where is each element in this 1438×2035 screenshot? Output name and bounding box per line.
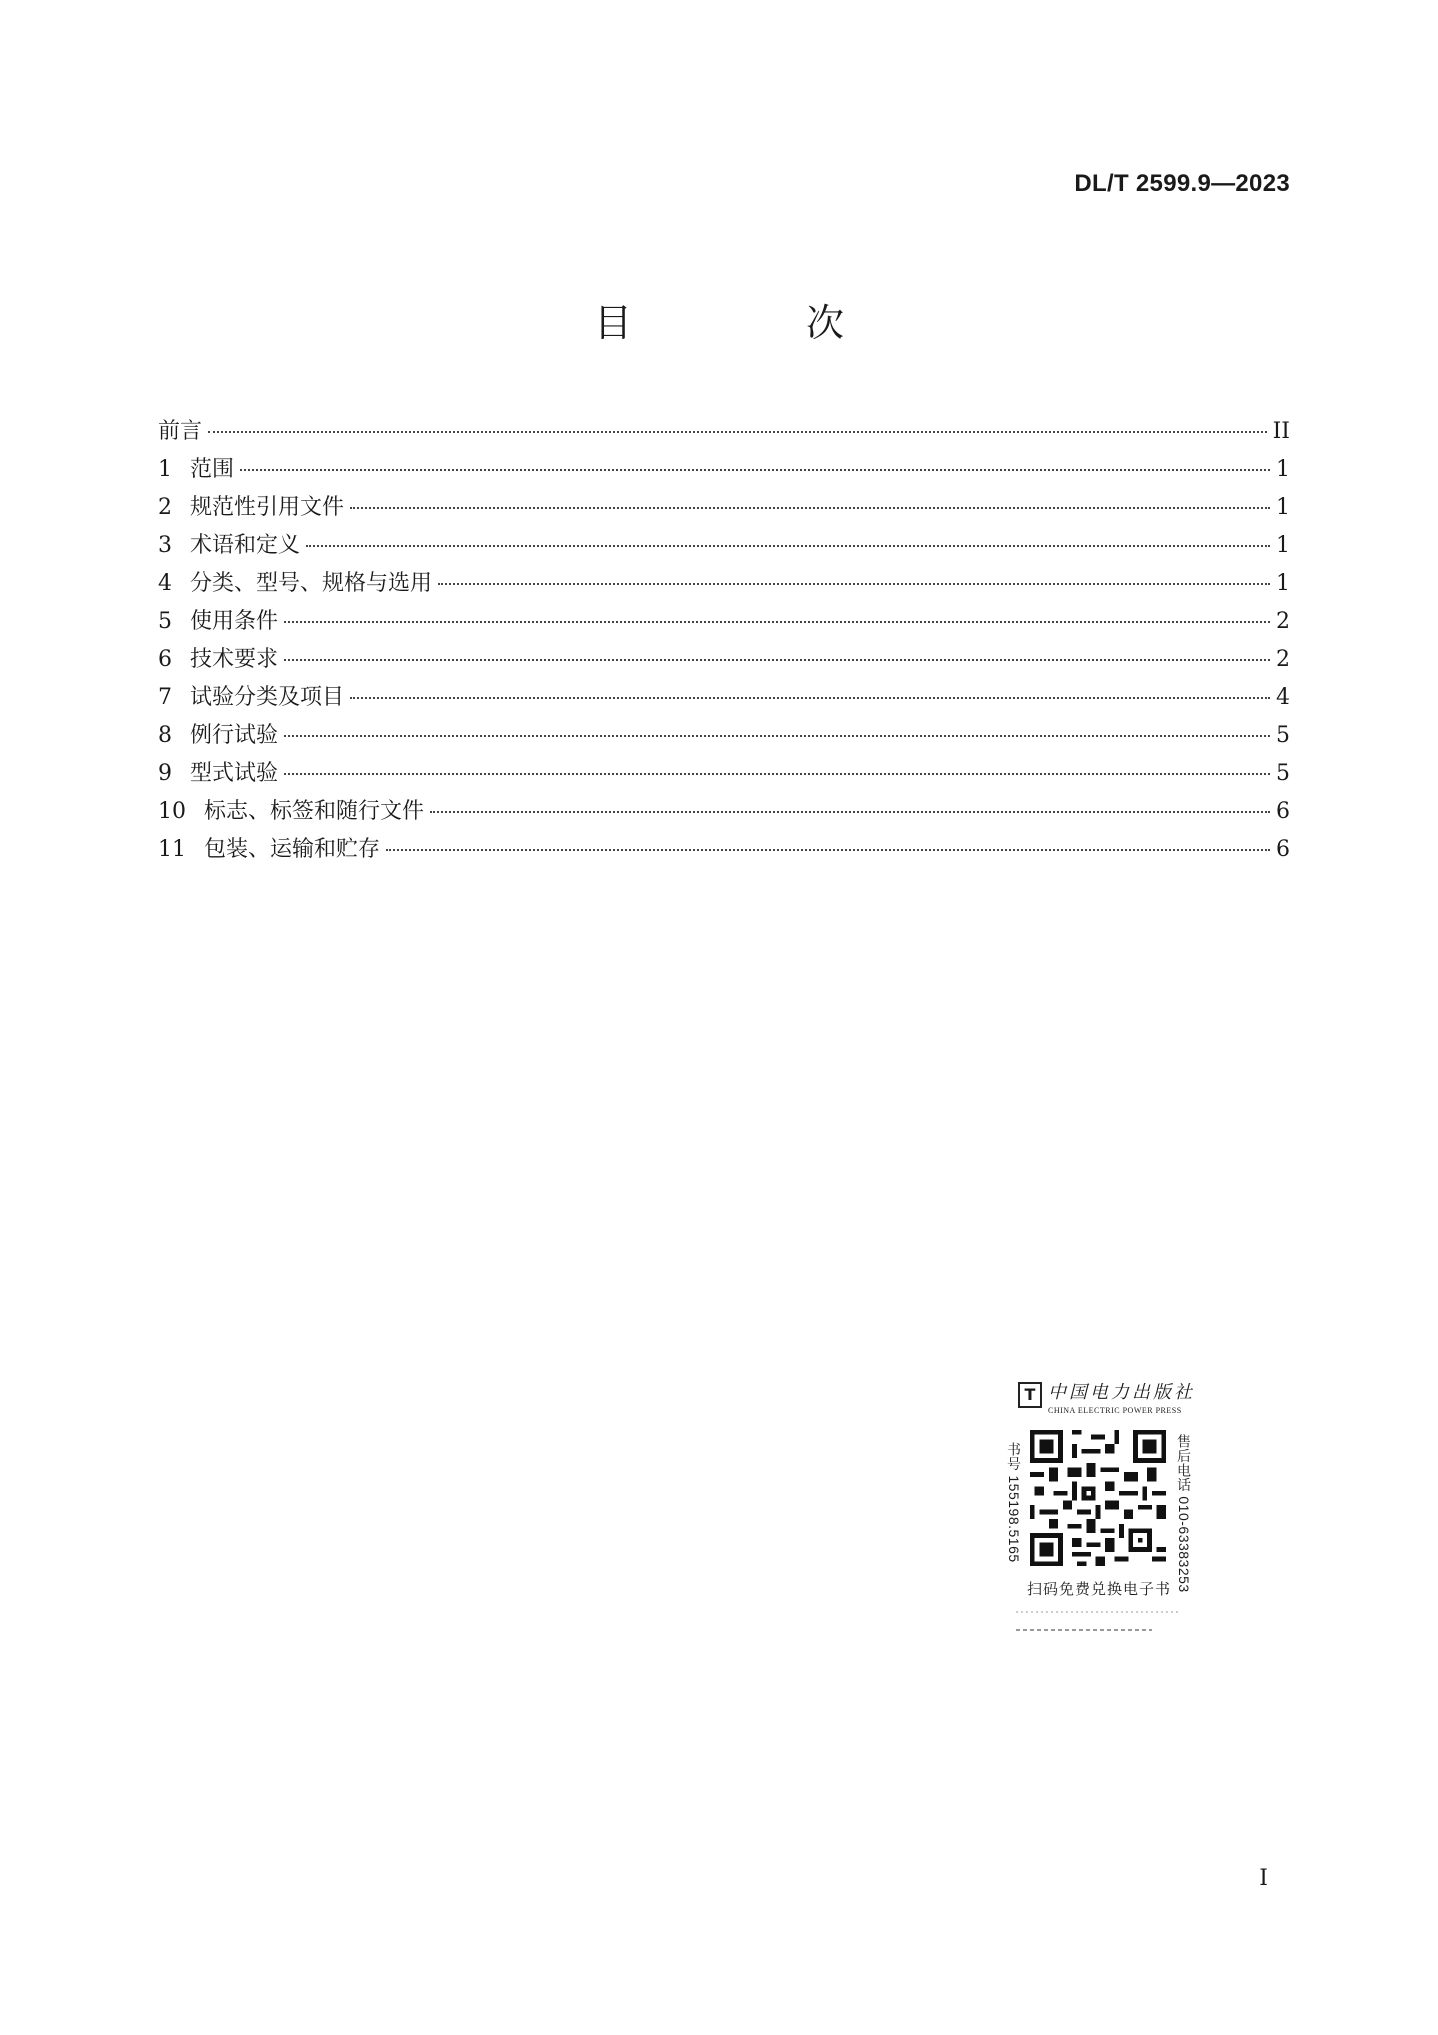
toc-entry-number: 6 <box>158 647 172 672</box>
toc-entry[interactable] <box>158 718 1290 756</box>
toc-title: 目 次 <box>593 301 912 345</box>
toc-entry-number: 5 <box>158 609 172 634</box>
publisher-name-en: CHINA ELECTRIC POWER PRESS <box>1048 1406 1182 1415</box>
toc-entry[interactable] <box>158 794 1290 832</box>
toc-entry-title: 范围 <box>190 457 235 482</box>
dot-leader <box>284 735 1270 737</box>
publisher-stamp <box>1000 1382 1200 1642</box>
toc-entry-page: 2 <box>1276 609 1290 634</box>
dot-leader <box>306 545 1270 547</box>
toc-entry-title: 试验分类及项目 <box>190 685 345 710</box>
toc-entry-page: 1 <box>1276 571 1290 596</box>
toc-entry-page: 5 <box>1276 723 1290 748</box>
toc-entry[interactable] <box>158 680 1290 718</box>
dot-leader <box>284 621 1270 623</box>
toc-entry-title: 技术要求 <box>190 647 279 672</box>
table-of-contents <box>158 414 1290 870</box>
toc-entry[interactable] <box>158 832 1290 870</box>
toc-entry-title: 标志、标签和随行文件 <box>204 799 425 824</box>
toc-entry-number: 9 <box>158 761 172 786</box>
dot-leader <box>350 507 1270 509</box>
service-phone: 售后电话 010-63383253 <box>1176 1434 1192 1593</box>
toc-entry-title: 规范性引用文件 <box>190 495 345 520</box>
dot-leader <box>208 431 1267 433</box>
dot-leader <box>240 469 1270 471</box>
toc-entry-page: 5 <box>1276 761 1290 786</box>
toc-entry-page: 1 <box>1276 457 1290 482</box>
page-number: I <box>1259 1866 1268 1891</box>
toc-entry-title: 分类、型号、规格与选用 <box>190 571 433 596</box>
dot-leader <box>430 811 1270 813</box>
toc-entry-page: 6 <box>1276 837 1290 862</box>
toc-entry-number: 3 <box>158 533 172 558</box>
toc-entry-title: 术语和定义 <box>190 533 301 558</box>
toc-entry[interactable] <box>158 566 1290 604</box>
toc-entry-number: 4 <box>158 571 172 596</box>
toc-entry-title: 前言 <box>158 419 203 444</box>
qr-code-icon <box>1030 1430 1166 1566</box>
dot-leader <box>284 773 1270 775</box>
stamp-dotted-lines <box>1012 1606 1182 1636</box>
toc-entry-number: 2 <box>158 495 172 520</box>
toc-entry[interactable] <box>158 604 1290 642</box>
toc-entry-page: 4 <box>1276 685 1290 710</box>
toc-entry-page: 1 <box>1276 533 1290 558</box>
publisher-logo-icon: T <box>1018 1382 1042 1408</box>
toc-entry-number: 1 <box>158 457 172 482</box>
toc-entry-page: 1 <box>1276 495 1290 520</box>
dot-leader <box>438 583 1270 585</box>
toc-entry-number: 7 <box>158 685 172 710</box>
toc-entry-title: 例行试验 <box>190 723 279 748</box>
toc-entry[interactable] <box>158 452 1290 490</box>
toc-entry-page: 6 <box>1276 799 1290 824</box>
toc-entry-page: 2 <box>1276 647 1290 672</box>
toc-entry-number: 10 <box>158 799 186 824</box>
publisher-name-cn: 中国电力出版社 <box>1048 1382 1195 1403</box>
stamp-caption: 扫码免费兑换电子书 <box>1026 1580 1171 1598</box>
standard-number: DL/T 2599.9—2023 <box>1074 170 1290 197</box>
toc-entry-title: 型式试验 <box>190 761 279 786</box>
dot-leader <box>386 849 1270 851</box>
toc-entry-page: II <box>1272 419 1290 444</box>
toc-entry-number: 11 <box>158 837 186 862</box>
book-number: 书号 155198.5165 <box>1006 1442 1022 1563</box>
toc-entry[interactable] <box>158 756 1290 794</box>
dot-leader <box>350 697 1270 699</box>
toc-entry[interactable] <box>158 414 1290 452</box>
toc-entry-title: 包装、运输和贮存 <box>204 837 381 862</box>
dot-leader <box>284 659 1270 661</box>
toc-entry-title: 使用条件 <box>190 609 279 634</box>
toc-entry[interactable] <box>158 642 1290 680</box>
toc-entry[interactable] <box>158 490 1290 528</box>
toc-entry-number: 8 <box>158 723 172 748</box>
toc-entry[interactable] <box>158 528 1290 566</box>
